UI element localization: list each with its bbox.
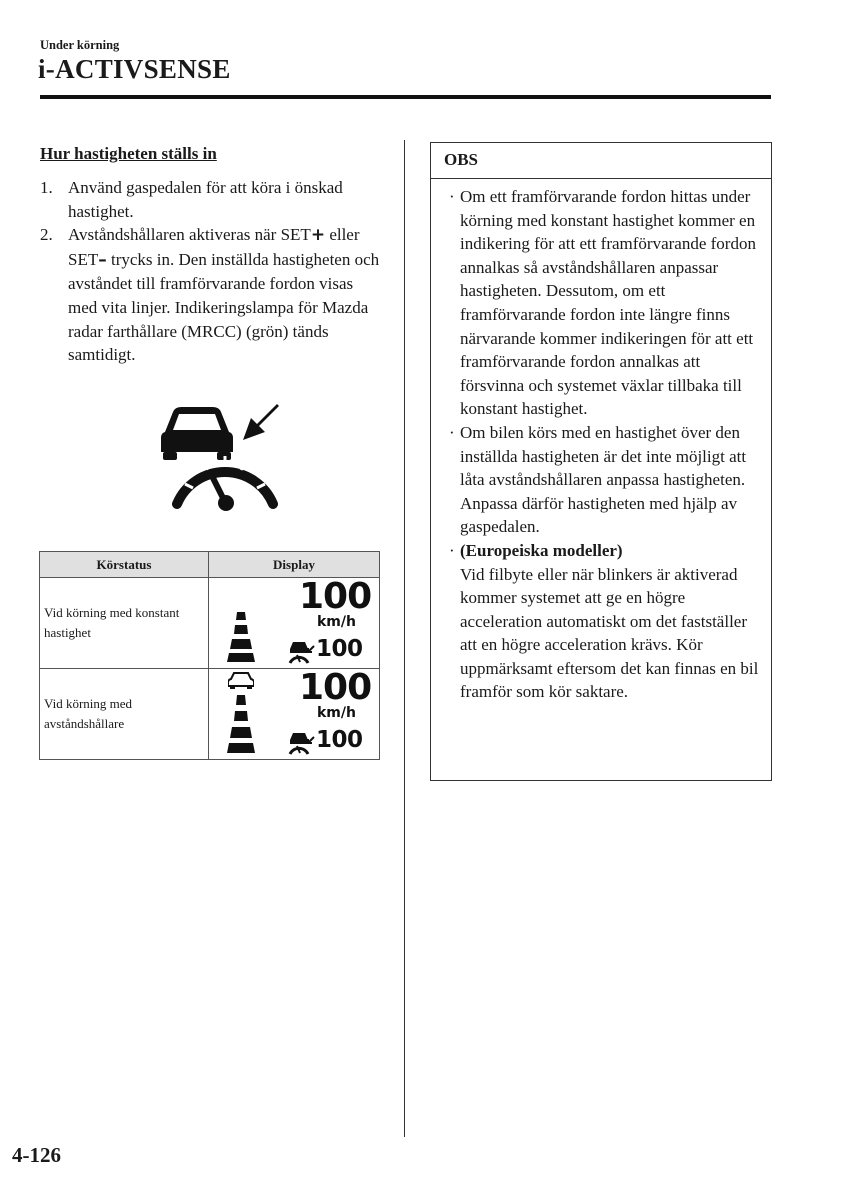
title-rule — [40, 95, 771, 99]
column-header-display: Display — [209, 552, 380, 578]
obs-note-box — [430, 142, 772, 781]
set-speed: 100 — [316, 727, 363, 753]
set-minus-symbol: – — [98, 249, 107, 270]
obs-item-heading: (Europeiska modeller) — [460, 540, 623, 560]
step-number: 1. — [40, 178, 53, 197]
current-speed: 100 — [299, 667, 372, 708]
step-text-a: Avståndshållaren aktiveras när SET — [68, 225, 311, 245]
bullet: · — [449, 187, 455, 206]
distance-bars-icon — [227, 612, 255, 662]
speed-unit: km/h — [317, 705, 356, 721]
display-status-table — [39, 551, 380, 760]
obs-item-text: Om ett framförvarande fordon hittas under körning med konstant hastighet kommer en indikering för att ett framförvarande fordon annalkas så avståndshållaren anpassar hastigheten. Dessutom, om ett framförvarande fordon inte längre finns närvarande kommer indikeringen för att ett framförvarande fordon annalkas att försvinna och systemet växlar tillbaka till konstant hastighet. — [460, 187, 756, 419]
display-cell — [209, 578, 380, 669]
section-label: Under körning — [40, 38, 120, 52]
distance-bars-icon — [227, 691, 255, 753]
mrcc-small-icon — [287, 731, 315, 755]
current-speed: 100 — [299, 576, 372, 617]
obs-item — [431, 539, 771, 704]
row-label: Vid körning med avståndshållare — [40, 669, 209, 760]
step-item — [40, 223, 380, 367]
mrcc-small-icon — [287, 640, 315, 664]
speed-unit: km/h — [317, 614, 356, 630]
vehicle-ahead-icon — [228, 672, 254, 690]
row-label: Vid körning med konstant hastighet — [40, 578, 209, 669]
obs-item — [431, 421, 771, 539]
step-text-c: trycks in. Den inställda hastigheten och avståndet till framförvarande fordon visas med vita linjer. Indikeringslampa för Mazda radar farthållare (MRCC) (grön) tänds samtidigt. — [68, 249, 380, 365]
obs-item-text: Vid filbyte eller när blinkers är aktiverad kommer systemet att ge en högre acceleration automatiskt om det fastställer att en högre acceleration krävs. Kör uppmärksamt eftersom det kan finnas en bil framför som kör saktare. — [460, 564, 759, 702]
subheading: Hur hastigheten ställs in — [40, 144, 217, 163]
bullet: · — [449, 540, 455, 560]
set-speed: 100 — [316, 636, 363, 662]
step-number: 2. — [40, 225, 53, 245]
mrcc-indicator-icon — [155, 402, 285, 512]
display-cell — [209, 669, 380, 760]
obs-item-text: Om bilen körs med en hastighet över den inställda hastigheten är det inte möjligt att låta avståndshållaren anpassa hastigheten. Anpassa därför hastigheten med hjälp av gaspedalen. — [460, 422, 747, 537]
obs-item — [431, 185, 771, 421]
column-header-status: Körstatus — [40, 552, 209, 578]
page-number: 4-126 — [12, 1143, 61, 1167]
obs-title: OBS — [431, 143, 771, 179]
obs-list — [431, 179, 771, 704]
bullet: · — [449, 422, 455, 442]
table-row — [40, 669, 380, 760]
table-row — [40, 578, 380, 669]
step-text: Använd gaspedalen för att köra i önskad hastighet. — [68, 178, 343, 221]
step-item — [40, 176, 380, 223]
steps-list — [40, 176, 380, 367]
set-plus-symbol: + — [310, 225, 326, 246]
step-text-b: eller SET — [68, 225, 360, 269]
page-title: i-ACTIVSENSE — [38, 54, 231, 84]
column-divider — [404, 140, 405, 1137]
